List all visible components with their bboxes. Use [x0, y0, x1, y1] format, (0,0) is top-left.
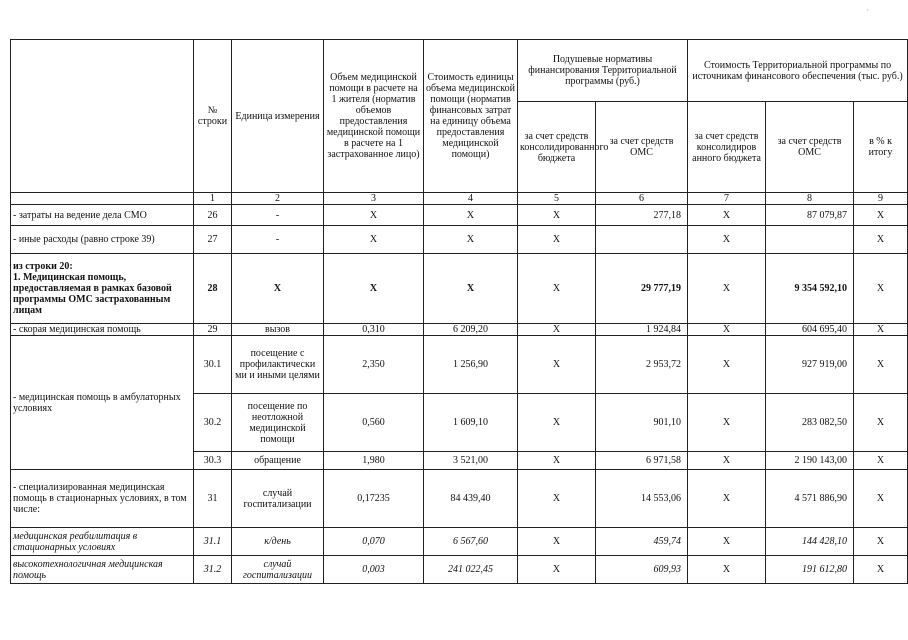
corner-mark: ·	[866, 6, 869, 15]
cell-volume: 0,560	[324, 394, 424, 452]
cell-percapita-budget: X	[518, 470, 596, 528]
row-unit: обращение	[232, 452, 324, 470]
row-label: - специализированная медицинская помощь в стационарных условиях, в том числе:	[11, 470, 194, 528]
cell-unit-cost: 1 256,90	[424, 336, 518, 394]
cell-cost-budget: X	[688, 394, 766, 452]
cell-unit-cost: 241 022,45	[424, 556, 518, 584]
col-number: 1	[194, 193, 232, 205]
header-unit: Единица измерения	[232, 40, 324, 193]
cell-cost-oms: 87 079,87	[766, 205, 854, 226]
cell-unit-cost: X	[424, 205, 518, 226]
cell-percapita-budget: X	[518, 226, 596, 254]
cell-cost-budget: X	[688, 470, 766, 528]
header-unit-cost: Стоимость единицы объема медицинской помощи (норматив финансовых затрат на единицу объема предоставления медицинской помощи)	[424, 40, 518, 193]
cell-cost-oms: 2 190 143,00	[766, 452, 854, 470]
row-label: - иные расходы (равно строке 39)	[11, 226, 194, 254]
cell-cost-percent: X	[854, 556, 908, 584]
cell-percapita-budget: X	[518, 528, 596, 556]
cell-cost-oms: 4 571 886,90	[766, 470, 854, 528]
cell-cost-budget: X	[688, 254, 766, 324]
row-number: 31.1	[194, 528, 232, 556]
cell-volume: X	[324, 226, 424, 254]
col-number: 8	[766, 193, 854, 205]
header-percapita-budget: за счет средств консолидированного бюджета	[518, 102, 596, 193]
cell-cost-oms: 927 919,00	[766, 336, 854, 394]
cell-percapita-budget: X	[518, 254, 596, 324]
cell-cost-percent: X	[854, 336, 908, 394]
cell-percapita-budget: X	[518, 324, 596, 336]
row-number: 30.2	[194, 394, 232, 452]
col-number: 4	[424, 193, 518, 205]
cell-cost-budget: X	[688, 452, 766, 470]
row-number: 31	[194, 470, 232, 528]
header-percapita: Подушевые нормативы финансирования Территориальной программы (руб.)	[518, 40, 688, 102]
table-row	[11, 528, 908, 556]
cell-volume: 0,310	[324, 324, 424, 336]
cell-cost-percent: X	[854, 205, 908, 226]
norms-table-sheet	[10, 39, 903, 584]
table-row	[11, 254, 908, 324]
cell-unit-cost: X	[424, 226, 518, 254]
cell-cost-oms: 283 082,50	[766, 394, 854, 452]
row-unit: -	[232, 205, 324, 226]
cell-unit-cost: 6 567,60	[424, 528, 518, 556]
table-row	[11, 470, 908, 528]
cell-percapita-oms: 6 971,58	[596, 452, 688, 470]
cell-cost-percent: X	[854, 324, 908, 336]
cell-percapita-oms: 1 924,84	[596, 324, 688, 336]
cell-cost-budget: X	[688, 528, 766, 556]
cell-cost-percent: X	[854, 452, 908, 470]
row-unit: X	[232, 254, 324, 324]
cell-percapita-oms: 14 553,06	[596, 470, 688, 528]
cell-percapita-budget: X	[518, 205, 596, 226]
header-name-blank	[11, 40, 194, 193]
table-row	[11, 226, 908, 254]
cell-volume: 0,003	[324, 556, 424, 584]
row-unit: -	[232, 226, 324, 254]
col-number: 7	[688, 193, 766, 205]
row-unit: посещение с профилактически ми и иными целями	[232, 336, 324, 394]
row-unit: случай госпитализации	[232, 470, 324, 528]
row-unit: посещение по неотложной медицинской помощи	[232, 394, 324, 452]
header-cost-percent: в % к итогу	[854, 102, 908, 193]
cell-percapita-oms	[596, 226, 688, 254]
col-number: 6	[596, 193, 688, 205]
row-label: - скорая медицинская помощь	[11, 324, 194, 336]
col-number-blank	[11, 193, 194, 205]
cell-unit-cost: 84 439,40	[424, 470, 518, 528]
header-cost-oms: за счет средств ОМС	[766, 102, 854, 193]
row-number: 27	[194, 226, 232, 254]
cell-percapita-oms: 609,93	[596, 556, 688, 584]
norms-table	[10, 39, 908, 584]
cell-cost-oms	[766, 226, 854, 254]
cell-cost-budget: X	[688, 556, 766, 584]
cell-percapita-oms: 901,10	[596, 394, 688, 452]
cell-cost-oms: 191 612,80	[766, 556, 854, 584]
cell-cost-percent: X	[854, 528, 908, 556]
table-row	[11, 324, 908, 336]
cell-volume: X	[324, 254, 424, 324]
cell-cost-percent: X	[854, 226, 908, 254]
header-volume: Объем медицинской помощи в расчете на 1 жителя (норматив объемов предоставления медицинской помощи в расчете на 1 застрахованное лицо)	[324, 40, 424, 193]
row-label: высокотехнологичная медицинская помощь	[11, 556, 194, 584]
cell-percapita-budget: X	[518, 556, 596, 584]
row-label: медицинская реабилитация в стационарных условиях	[11, 528, 194, 556]
cell-cost-budget: X	[688, 336, 766, 394]
row-number: 28	[194, 254, 232, 324]
cell-unit-cost: 3 521,00	[424, 452, 518, 470]
row-label: - затраты на ведение дела СМО	[11, 205, 194, 226]
row-number: 31.2	[194, 556, 232, 584]
col-number: 5	[518, 193, 596, 205]
cell-volume: 1,980	[324, 452, 424, 470]
header-cost-budget: за счет средств консолидиров анного бюджета	[688, 102, 766, 193]
cell-percapita-budget: X	[518, 452, 596, 470]
cell-cost-percent: X	[854, 254, 908, 324]
header-percapita-oms: за счет средств ОМС	[596, 102, 688, 193]
table-row	[11, 556, 908, 584]
cell-percapita-oms: 29 777,19	[596, 254, 688, 324]
row-number: 29	[194, 324, 232, 336]
cell-cost-budget: X	[688, 324, 766, 336]
table-row	[11, 205, 908, 226]
cell-cost-oms: 144 428,10	[766, 528, 854, 556]
cell-cost-budget: X	[688, 205, 766, 226]
col-number: 3	[324, 193, 424, 205]
cell-percapita-oms: 277,18	[596, 205, 688, 226]
row-label: - медицинская помощь в амбулаторных условиях	[11, 336, 194, 470]
cell-volume: 2,350	[324, 336, 424, 394]
row-unit: к/день	[232, 528, 324, 556]
cell-percapita-budget: X	[518, 394, 596, 452]
cell-cost-budget: X	[688, 226, 766, 254]
row-number: 30.3	[194, 452, 232, 470]
col-number: 2	[232, 193, 324, 205]
table-row	[11, 336, 908, 394]
cell-unit-cost: 6 209,20	[424, 324, 518, 336]
cell-cost-percent: X	[854, 470, 908, 528]
col-number: 9	[854, 193, 908, 205]
cell-volume: 0,17235	[324, 470, 424, 528]
cell-unit-cost: 1 609,10	[424, 394, 518, 452]
cell-unit-cost: X	[424, 254, 518, 324]
cell-volume: X	[324, 205, 424, 226]
row-unit: вызов	[232, 324, 324, 336]
cell-cost-percent: X	[854, 394, 908, 452]
cell-volume: 0,070	[324, 528, 424, 556]
cell-percapita-oms: 2 953,72	[596, 336, 688, 394]
header-program-cost: Стоимость Территориальной программы по источникам финансового обеспечения (тыс. руб.)	[688, 40, 908, 102]
cell-percapita-budget: X	[518, 336, 596, 394]
row-number: 26	[194, 205, 232, 226]
row-number: 30.1	[194, 336, 232, 394]
row-unit: случай госпитализации	[232, 556, 324, 584]
cell-cost-oms: 604 695,40	[766, 324, 854, 336]
header-row-no: № строки	[194, 40, 232, 193]
cell-percapita-oms: 459,74	[596, 528, 688, 556]
cell-cost-oms: 9 354 592,10	[766, 254, 854, 324]
row-label: из строки 20: 1. Медицинская помощь, предоставляемая в рамках базовой программы ОМС застрахованным лицам	[11, 254, 194, 324]
